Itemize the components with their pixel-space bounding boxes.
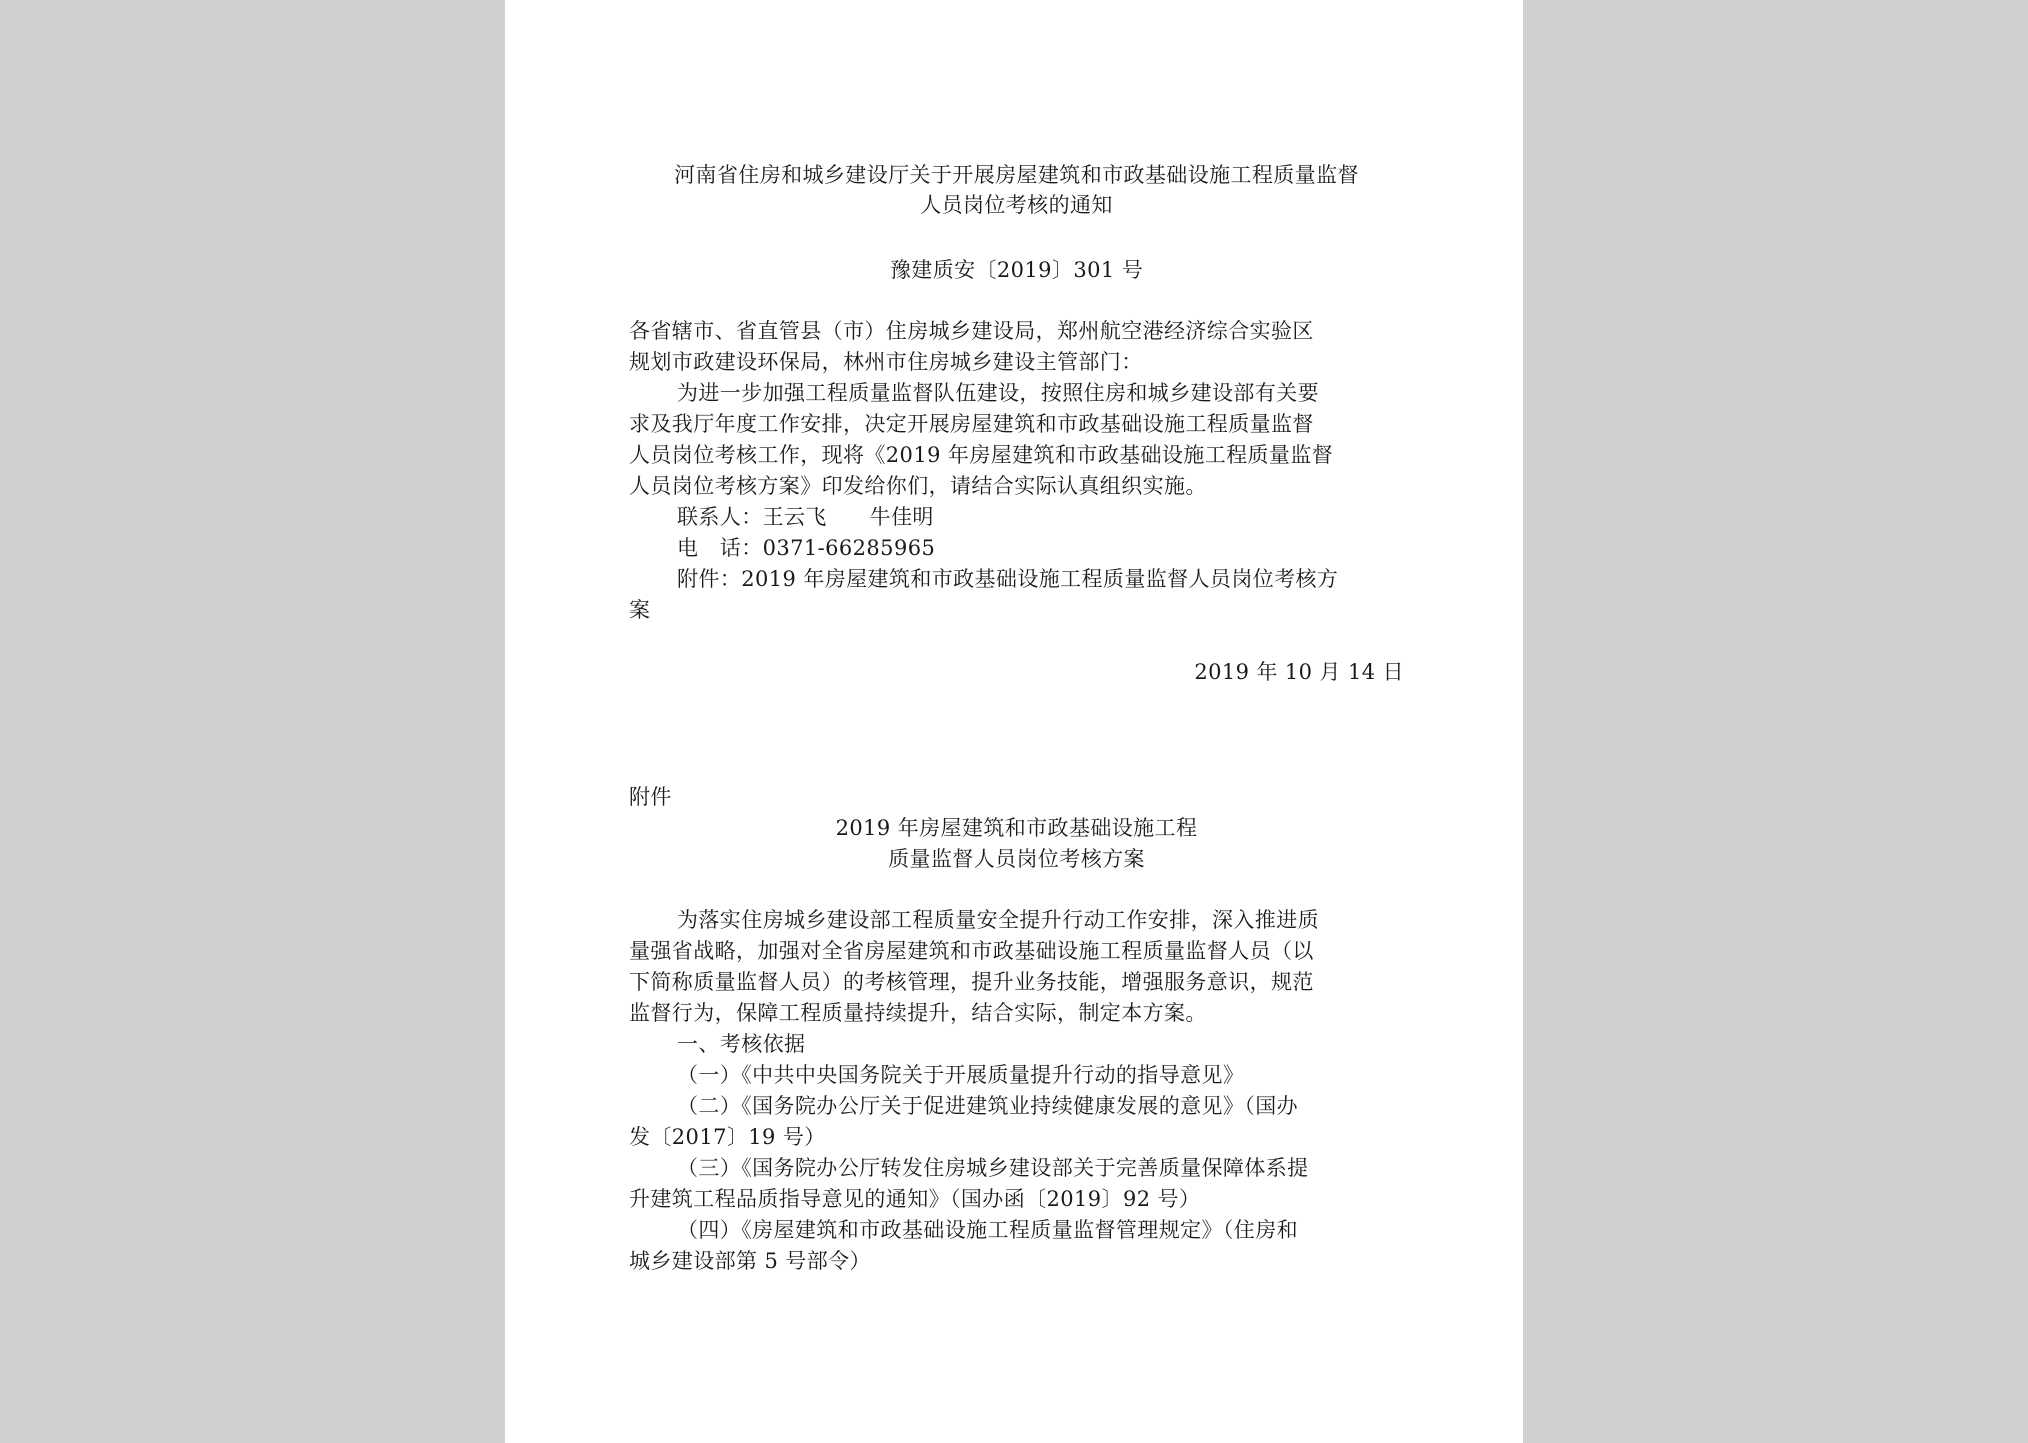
issue-date: 2019 年 10 月 14 日 (1194, 660, 1404, 684)
attachment-line-2: 案 (629, 598, 651, 622)
document-page (505, 0, 1523, 1443)
body-line-2: 求及我厅年度工作安排，决定开展房屋建筑和市政基础设施工程质量监督 (629, 412, 1314, 436)
basis-item-3-line-1: （三）《国务院办公厅转发住房城乡建设部关于完善质量保障体系提 (677, 1156, 1309, 1180)
notice-title-line-2: 人员岗位考核的通知 (920, 193, 1113, 217)
appendix-title-line-2: 质量监督人员岗位考核方案 (888, 847, 1145, 871)
basis-item-4-line-2: 城乡建设部第 5 号部令） (629, 1249, 871, 1273)
contact-persons: 联系人：王云飞 牛佳明 (677, 505, 934, 529)
basis-item-2-line-2: 发〔2017〕19 号） (629, 1125, 826, 1149)
appendix-label: 附件 (629, 785, 672, 809)
appendix-intro-line-3: 下简称质量监督人员）的考核管理，提升业务技能，增强服务意识，规范 (629, 970, 1314, 994)
addressee-line-1: 各省辖市、省直管县（市）住房城乡建设局，郑州航空港经济综合实验区 (629, 319, 1314, 343)
addressee-line-2: 规划市政建设环保局，林州市住房城乡建设主管部门： (629, 350, 1143, 374)
appendix-intro-line-1: 为落实住房城乡建设部工程质量安全提升行动工作安排，深入推进质 (677, 908, 1319, 932)
section-1-heading: 一、考核依据 (677, 1032, 806, 1056)
body-line-3: 人员岗位考核工作，现将《2019 年房屋建筑和市政基础设施工程质量监督 (629, 443, 1334, 467)
notice-title-line-1: 河南省住房和城乡建设厅关于开展房屋建筑和市政基础设施工程质量监督 (674, 163, 1359, 187)
basis-item-3-line-2: 升建筑工程品质指导意见的通知》（国办函〔2019〕92 号） (629, 1187, 1201, 1211)
basis-item-1: （一）《中共中央国务院关于开展质量提升行动的指导意见》 (677, 1063, 1245, 1087)
contact-phone: 电 话：0371-66285965 (677, 536, 936, 560)
basis-item-2-line-1: （二）《国务院办公厅关于促进建筑业持续健康发展的意见》（国办 (677, 1094, 1298, 1118)
body-line-1: 为进一步加强工程质量监督队伍建设，按照住房和城乡建设部有关要 (677, 381, 1319, 405)
appendix-intro-line-4: 监督行为，保障工程质量持续提升，结合实际，制定本方案。 (629, 1001, 1207, 1025)
body-line-4: 人员岗位考核方案》印发给你们，请结合实际认真组织实施。 (629, 474, 1207, 498)
appendix-intro-line-2: 量强省战略，加强对全省房屋建筑和市政基础设施工程质量监督人员（以 (629, 939, 1314, 963)
attachment-line-1: 附件：2019 年房屋建筑和市政基础设施工程质量监督人员岗位考核方 (677, 567, 1339, 591)
appendix-title-line-1: 2019 年房屋建筑和市政基础设施工程 (835, 816, 1198, 840)
document-number: 豫建质安〔2019〕301 号 (889, 258, 1144, 282)
basis-item-4-line-1: （四）《房屋建筑和市政基础设施工程质量监督管理规定》（住房和 (677, 1218, 1298, 1242)
